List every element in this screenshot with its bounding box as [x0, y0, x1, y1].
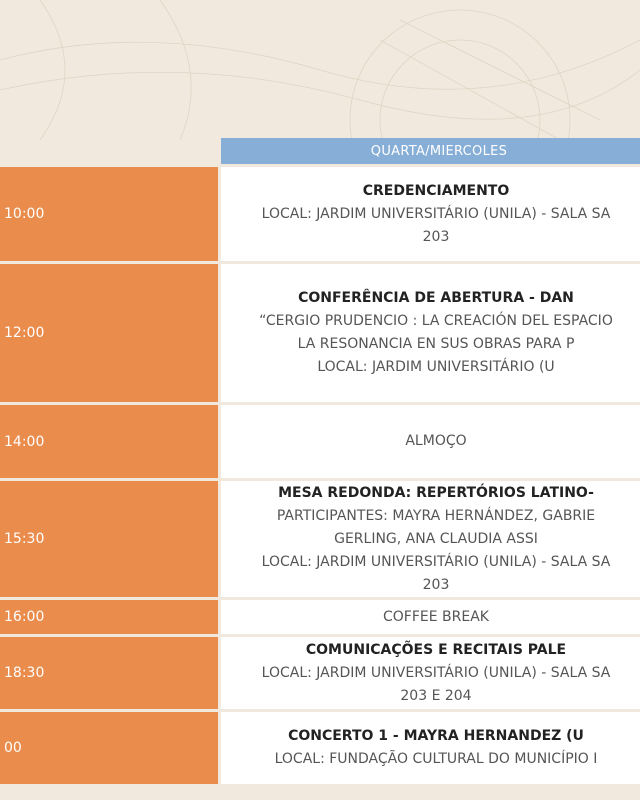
day-header: QUARTA/MIERCOLES — [221, 138, 640, 164]
event-title: CREDENCIAMENTO — [362, 182, 510, 199]
event-line: LOCAL: JARDIM UNIVERSITÁRIO (U — [317, 359, 555, 375]
event-line: LOCAL: FUNDAÇÃO CULTURAL DO MUNICÍPIO I — [274, 751, 598, 767]
event-concerto — [221, 712, 640, 784]
event-line: ALMOÇO — [405, 433, 467, 449]
event-title: CONFERÊNCIA DE ABERTURA - DAN — [298, 290, 574, 306]
time-cell-5: 16:00 — [0, 600, 218, 634]
event-line: “CERGIO PRUDENCIO : LA CREACIÓN DEL ESPACIO — [259, 313, 613, 329]
event-line: 203 — [422, 576, 450, 593]
event-line: LA RESONANCIA EN SUS OBRAS PARA P — [297, 336, 575, 352]
event-conferencia — [221, 264, 640, 402]
event-title: CONCERTO 1 - MAYRA HERNANDEZ (U — [288, 728, 584, 744]
event-title: MESA REDONDA: REPERTÓRIOS LATINO- — [278, 484, 594, 501]
event-line: COFFEE BREAK — [383, 608, 489, 625]
time-cell-1: 10:00 — [0, 167, 218, 261]
time-cell-3: 14:00 — [0, 405, 218, 478]
event-title: COMUNICAÇÕES E RECITAIS PALE — [305, 641, 567, 658]
time-cell-4: 15:30 — [0, 481, 218, 597]
event-line: LOCAL: JARDIM UNIVERSITÁRIO (UNILA) - SALA SA — [261, 205, 611, 222]
event-line: GERLING, ANA CLAUDIA ASSI — [334, 530, 538, 547]
event-comunicacoes — [221, 637, 640, 709]
event-line: LOCAL: JARDIM UNIVERSITÁRIO (UNILA) - SALA SA — [261, 553, 611, 570]
event-coffee-break — [221, 600, 640, 634]
event-almoco — [221, 405, 640, 478]
event-line: LOCAL: JARDIM UNIVERSITÁRIO (UNILA) - SALA SA — [261, 664, 611, 681]
event-line: PARTICIPANTES: MAYRA HERNÁNDEZ, GABRIE — [276, 507, 596, 524]
event-mesa-redonda — [221, 481, 640, 597]
time-cell-7: 00 — [0, 712, 218, 784]
event-credenciamento — [221, 167, 640, 261]
time-cell-2: 12:00 — [0, 264, 218, 402]
event-line: 203 — [422, 228, 450, 245]
background-decoration — [0, 0, 640, 140]
event-line: 203 E 204 — [400, 687, 472, 704]
time-cell-6: 18:30 — [0, 637, 218, 709]
